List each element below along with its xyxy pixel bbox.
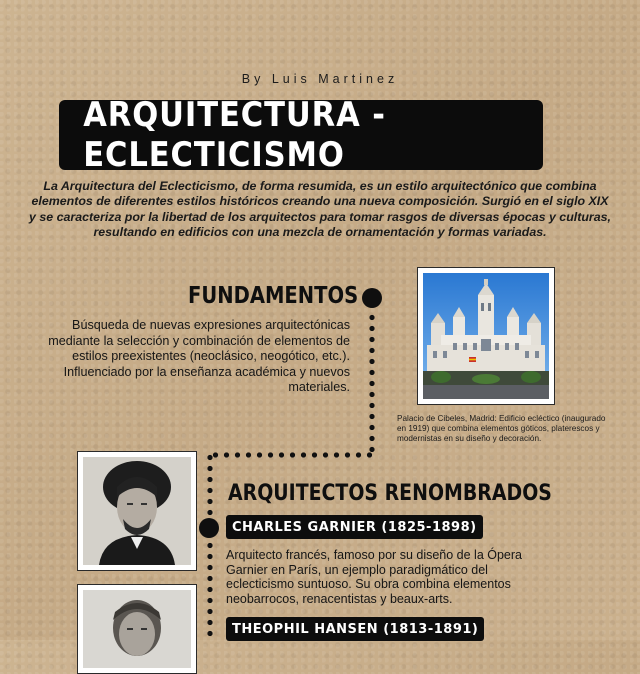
theophil-hansen-portrait	[77, 584, 197, 674]
palacio-cibeles-photo	[417, 267, 555, 405]
portrait-illustration	[83, 590, 191, 668]
architect-name-badge	[226, 515, 483, 539]
timeline-node	[199, 518, 219, 538]
architect-name-badge	[226, 617, 484, 641]
portrait-illustration	[83, 457, 191, 565]
intro-paragraph: La Arquitectura del Eclecticismo, de forma resumida, es un estilo arquitectónico que combina elementos de diferentes estilos históricos creando una nueva composición. Surgió en el siglo XIX y se caracteriza por la libertad de los arquitectos para tomar rasgos de diversas épocas y culturas, resultando en edificios con una mezcla de ornamentación y formas variadas.	[29, 179, 611, 239]
portrait-image	[83, 457, 191, 565]
arquitectos-heading: ARQUITECTOS RENOMBRADOS	[228, 481, 552, 506]
fundamentos-heading: FUNDAMENTOS	[188, 283, 359, 309]
architect-description: Arquitecto francés, famoso por su diseño de la Ópera Garnier en París, un ejemplo paradigmático del eclecticismo suntuoso. Su obra combina elementos neobarrocos, renacentistas y beaux-arts.	[226, 548, 522, 606]
timeline-connector-horizontal	[210, 452, 376, 458]
author-byline: By Luis Martinez	[241, 72, 399, 86]
palacio-cibeles-image	[423, 273, 549, 399]
building-illustration	[423, 273, 549, 399]
architect-name: THEOPHIL HANSEN (1813-1891)	[232, 621, 479, 637]
charles-garnier-portrait	[77, 451, 197, 571]
timeline-connector-vertical	[369, 312, 375, 452]
timeline-connector-vertical	[207, 452, 213, 518]
timeline-connector-vertical	[207, 540, 213, 640]
portrait-image	[83, 590, 191, 668]
timeline-node	[362, 288, 382, 308]
fundamentos-text: Búsqueda de nuevas expresiones arquitectónicas mediante la selección y combinación de elementos de estilos preexistentes (neoclásico, neogótico, etc.). Influenciado por la enseñanza académica y nuevos materiales.	[48, 318, 350, 395]
title-banner	[59, 95, 543, 175]
photo-caption: Palacio de Cibeles, Madrid: Edificio ecléctico (inaugurado en 1919) que combina elementos góticos, platerescos y modernistas en su diseño y decoración.	[397, 414, 606, 443]
page-title: ARQUITECTURA - ECLECTICISMO	[83, 95, 386, 175]
architect-name: CHARLES GARNIER (1825-1898)	[232, 519, 477, 535]
